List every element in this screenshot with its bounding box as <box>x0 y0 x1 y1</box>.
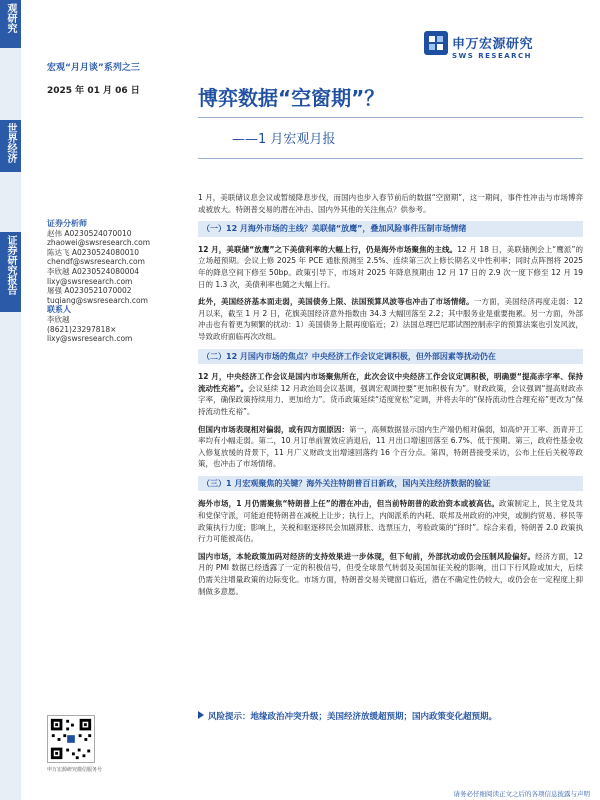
analyst-line: lixy@swsresearch.com <box>47 276 133 286</box>
brand-name-en: SWS RESEARCH <box>452 52 533 60</box>
paragraph <box>198 551 583 597</box>
paragraph-lead: 12 月，美联储“放鹰”之下美债利率的大幅上行，仍是海外市场聚焦的主线。 <box>198 244 458 254</box>
paragraph <box>198 296 583 342</box>
paragraph <box>198 371 583 417</box>
risk-warning <box>198 710 497 722</box>
risk-warning-text: 风险提示：地缘政治冲突升级；美国经济放缓超预期；国内政策变化超预期。 <box>208 712 498 722</box>
paragraph-lead: 海外市场，1 月仍需聚焦“特朗普上任”的潜在冲击，但当前特朗普的政治资本或被高估。 <box>198 499 500 509</box>
section-heading-2: （二）12 月国内市场的焦点？中央经济工作会议定调积极，但外部因素等扰动仍在 <box>198 349 583 365</box>
sidebar-label-bottom-text: 证券研究报告 <box>5 235 16 295</box>
paragraph-text: 会议延续 12 月政治局会议基调，强调宏观调控要“更加积极有为”。财政政策，会议强调“提高财政赤字率，确保政策持续用力、更加给力”。货币政策延续“适度宽松”定调，并将去年的“保持流动性合理充裕”更改为“保持流动性充裕”。 <box>198 383 584 416</box>
contact-line: 李欣越 <box>47 314 70 324</box>
brand-name-cn: 申万宏源研究 <box>452 37 534 52</box>
qr-code-icon[interactable] <box>47 715 95 763</box>
section-heading-3: （三）1 月宏观聚焦的关键？海外关注特朗普百日新政，国内关注经济数据的验证 <box>198 476 583 492</box>
paragraph-text: 经济方面，12 月的 PMI 数据已经透露了一定的积极信号，但受全球景气转弱及美国加征关税的影响，出口下行风险或加大，后续仍需关注增量政策的边际变化。市场方面，特朗普交易关键窗口临近，潜在不确定性仍较大，或仍会在一定程度上抑制做多意愿。 <box>198 551 583 596</box>
paragraph <box>198 424 583 470</box>
analyst-line: chendf@swsresearch.com <box>47 257 145 267</box>
report-date: 2025 年 01 月 06 日 <box>47 86 140 96</box>
contact-line: lixy@swsresearch.com <box>47 334 133 344</box>
title-divider <box>198 117 583 118</box>
paragraph-lead: 国内市场，本轮政策加码对经济的支持效果进一步体现，但下旬前，外部扰动或仍会压制风险偏好。 <box>198 551 536 561</box>
paragraph <box>198 244 583 290</box>
paragraph-text: 第一，高频数据显示国内生产端仍相对偏弱，如高炉开工率、沥青开工率均有小幅走弱。第二，10 月订单前置效应消退后，11 月出口增速回落至 6.7%、低于预期。第三，政府性基金收入修复放缓的背景下，11 月广义财政支出增速回落约 16 个百分点。第四，特朗普接受采访，公布上任后关税等政策，也冲击了市场情绪。 <box>198 424 583 469</box>
contact-heading: 联系人 <box>47 305 71 315</box>
sidebar-label-middle-text: 世界经济 <box>5 123 16 163</box>
paragraph <box>198 498 583 544</box>
analyst-block <box>47 219 187 344</box>
risk-bullet-icon <box>198 711 204 719</box>
analyst-line: 陈达飞 A0230524080010 <box>47 247 140 257</box>
sidebar-label-middle <box>0 120 21 172</box>
series-name: 宏观“月月谈”系列之三 <box>47 63 140 73</box>
report-body <box>198 192 583 603</box>
analyst-heading: 证券分析师 <box>47 219 87 228</box>
sidebar-label-top <box>0 0 21 48</box>
analyst-line: 李欣越 A0230524080004 <box>47 266 140 276</box>
qr-caption: 申万宏源研究微信服务号 <box>47 767 103 773</box>
paragraph-lead: 12 月，中央经济工作会议是国内市场聚焦所在，此次会议中央经济工作会议定调积极，明确要“提高赤字率、保持流动性充裕”。 <box>198 372 583 393</box>
report-subtitle: ——1 月宏观月报 <box>232 132 336 147</box>
analyst-line: zhaowei@swsresearch.com <box>47 238 151 248</box>
paragraph-text: 政策制定上，民主党及共和党保守派，可能迫使特朗普在减税上让步；执行上，内阁派系的内耗、联邦及州政府的冲突，或制约贸易、移民等政策执行力度；影响上，关税和驱逐移民会加剧滞胀、选票压力，考验政策的“择时”。综合来看，特朗普 2.0 政策执行力可能被高估。 <box>198 499 584 544</box>
paragraph-lead: 此外，美国经济基本面走弱，美国债务上限、法国预算风波等也冲击了市场情绪。 <box>198 297 474 307</box>
paragraph-text: 12 月 18 日，美联储例会上“鹰派”的立场超预期。会议上修 2025 年 PCE 通胀预测至 2.5%、连续第三次上修长期名义中性利率；同时点阵图将 2025 年的降息空间下修至 50bp。政策引导下，市场对 2025 年降息预期由 12 月 17 日的 2.9 次一度下修至 12 月 19 日的 1.3 次，美债利率也随之大幅上行。 <box>198 244 583 289</box>
analyst-line: 屠强 A0230521070002 <box>47 286 132 296</box>
analyst-line: 赵伟 A0230524070010 <box>47 228 132 238</box>
contact-line: (8621)23297818× <box>47 324 117 334</box>
paragraph-lead: 但国内市场表现相对偏弱，或有四方面原因： <box>198 424 349 434</box>
sidebar-label-bottom <box>0 232 21 312</box>
section-heading-1: （一）12 月海外市场的主线？美联储“放鹰”，叠加风险事件压制市场情绪 <box>198 221 583 237</box>
intro-paragraph: 1 月，美联储议息会议或暂缓降息步伐，而国内也步入春节前后的数据“空窗期”，这一期间，事件性冲击与市场博弈或被放大。特朗普交易的潜在冲击、国内外其他的关注焦点？供参考。 <box>198 193 583 214</box>
report-title: 博弈数据“空窗期”？ <box>198 86 385 110</box>
analyst-line: tuqiang@swsresearch.com <box>47 295 148 305</box>
paragraph-text: 一方面，美国经济再度走弱：12 月以来，截至 1 月 2 日，花旗美国经济意外指数由 34.3 大幅回落至 2.2；其中服务业是重要拖累。另一方面，外部冲击也有着更为频繁的扰动：1）美国债务上限再度临近；2）法国总理巴尼耶试图控制赤字的预算法案也引发风波，导致政府面临再次改组。 <box>198 297 583 341</box>
footer-disclaimer: 请务必仔细阅读正文之后的各项信息披露与声明 <box>453 790 590 798</box>
sidebar-label-top-text: 观研究 <box>5 3 16 33</box>
subtitle-divider <box>198 158 583 159</box>
